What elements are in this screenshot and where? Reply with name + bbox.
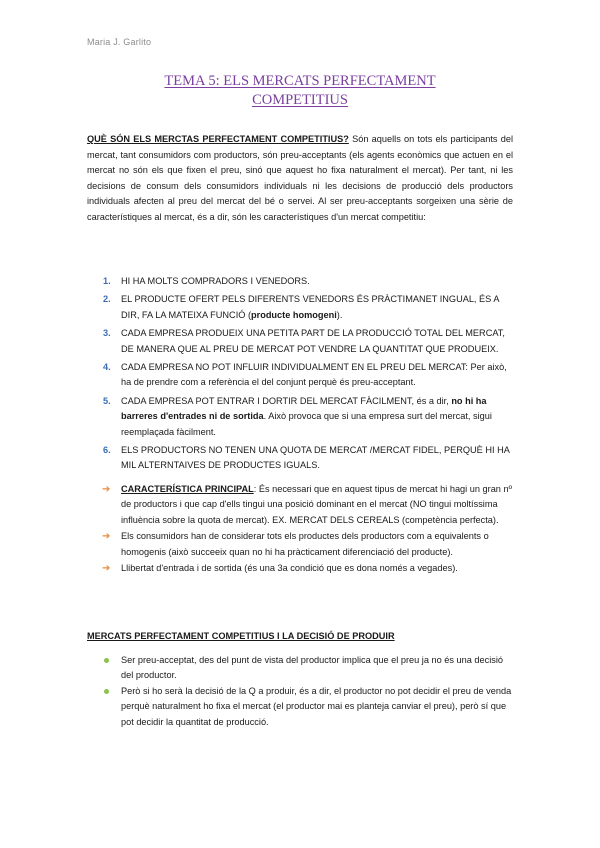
item-bold-text: CARACTERÍSTICA PRINCIPAL xyxy=(121,484,254,494)
item-text: ELS PRODUCTORS NO TENEN UNA QUOTA DE MERCAT /MERCAT FIDEL, PERQUÈ HI HA MIL ALTERNTAIVES DE PRODUCTES IGUALS. xyxy=(121,445,510,471)
arrow-icon: ➔ xyxy=(102,484,111,495)
section-heading: MERCATS PERFECTAMENT COMPETITIUS I LA DECISIÓ DE PRODUIR xyxy=(87,631,395,641)
item-number: 6. xyxy=(103,445,111,456)
list-item xyxy=(100,274,516,289)
item-text-end: . Això provoca que si una empresa surt del mercat, sigui reemplaçada fàcilment. xyxy=(121,411,492,437)
intro-question: QUÈ SÓN ELS MERCTAS PERFECTAMENT COMPETITIUS? xyxy=(87,134,349,144)
list-item xyxy=(100,561,516,576)
item-number: 3. xyxy=(103,328,111,339)
list-item xyxy=(100,292,516,323)
list-item xyxy=(100,360,516,391)
bullet-icon xyxy=(104,689,109,694)
item-number: 2. xyxy=(103,294,111,305)
item-text: Però si ho serà la decisió de la Q a produir, és a dir, el productor no pot decidir el preu de venda perquè naturalment ho fixa el mercat (el productor mai es planteja canviar el preu), però sí que pot decidir la quantitat de producció. xyxy=(121,685,512,727)
item-text: : És necessari que en aquest tipus de mercat hi hagi un gran nº de productors i que cap d'ells tingui una posició dominant en el mercat (NO tingui moltíssima influència sobre la quota de mercat). EX. MERCAT DELS CEREALS (competència perfecta). xyxy=(121,484,512,525)
bullet-icon xyxy=(104,658,109,663)
item-text: Els consumidors han de considerar tots els productes dels productors com a equivalents o homogenis (això succeeix quan no hi ha pràcticament diferenciació del producte). xyxy=(121,531,489,557)
item-number: 4. xyxy=(103,362,111,373)
title-line-1: TEMA 5: ELS MERCATS PERFECTAMENT xyxy=(164,73,436,89)
item-number: 5. xyxy=(103,395,111,406)
arrow-icon: ➔ xyxy=(102,531,111,543)
list-item xyxy=(100,653,516,684)
item-bold-text: producte homogeni xyxy=(251,309,337,320)
list-item xyxy=(100,684,516,730)
item-text: CADA EMPRESA POT ENTRAR I DORTIR DEL MERCAT FÀCILMENT, és a dir, xyxy=(121,395,452,406)
intro-paragraph xyxy=(87,132,513,226)
bullet-list xyxy=(100,653,516,730)
document-title xyxy=(100,72,500,110)
list-item xyxy=(100,326,516,357)
arrow-list xyxy=(100,482,516,577)
list-item xyxy=(100,394,516,440)
item-text-end: ). xyxy=(336,309,343,320)
item-text: HI HA MOLTS COMPRADORS I VENEDORS. xyxy=(121,276,310,286)
item-number: 1. xyxy=(103,276,111,286)
item-text: CADA EMPRESA PRODUEIX UNA PETITA PART DE LA PRODUCCIÓ TOTAL DEL MERCAT, DE MANERA QUE AL PREU DE MERCAT POT VENDRE LA QUANTITAT QUE PRODUEIX. xyxy=(121,328,505,354)
header-author: Maria J. Garlito xyxy=(87,37,152,47)
title-line-2: COMPETITIUS xyxy=(252,92,348,108)
intro-text: Són aquells on tots els participants del mercat, tant consumidors com productors, són preu-acceptants (els agents econòmics que actuen en el mercat no són els que fixen el preu, sinó que aquest ho fixa naturalment el mercat). Per tant, ni les decisions de consum dels consumidors individuals ni les decisions de producció dels productors individuals afecten al preu del mercat del bé o servei. Al ser preu-acceptants sorgeixen una sèrie de característiques al mercat, és a dir, són les característiques d'un mercat competitiu: xyxy=(87,134,513,222)
item-text: Ser preu-acceptat, des del punt de vista del productor implica que el preu ja no és una decisió del productor. xyxy=(121,655,504,681)
list-item xyxy=(100,443,516,474)
characteristics-list xyxy=(100,274,516,477)
list-item xyxy=(100,529,516,560)
item-text: EL PRODUCTE OFERT PELS DIFERENTS VENEDORS ÉS PRÀCTIMANET INGUAL, ÉS A DIR, FA LA MATEIXA FUNCIÓ ( xyxy=(121,294,499,320)
item-text: CADA EMPRESA NO POT INFLUIR INDIVIDUALMENT EN EL PREU DEL MERCAT: Per això, ha de prendre com a referència el del conjunt perquè és preu-acceptant. xyxy=(121,362,507,388)
item-text: Llibertat d'entrada i de sortida (és una 3a condició que es dona només a vegades). xyxy=(121,563,458,574)
list-item xyxy=(100,482,516,528)
arrow-icon: ➔ xyxy=(102,563,111,575)
item-bold-text: no hi ha barreres d'entrades ni de sortida xyxy=(121,395,487,422)
